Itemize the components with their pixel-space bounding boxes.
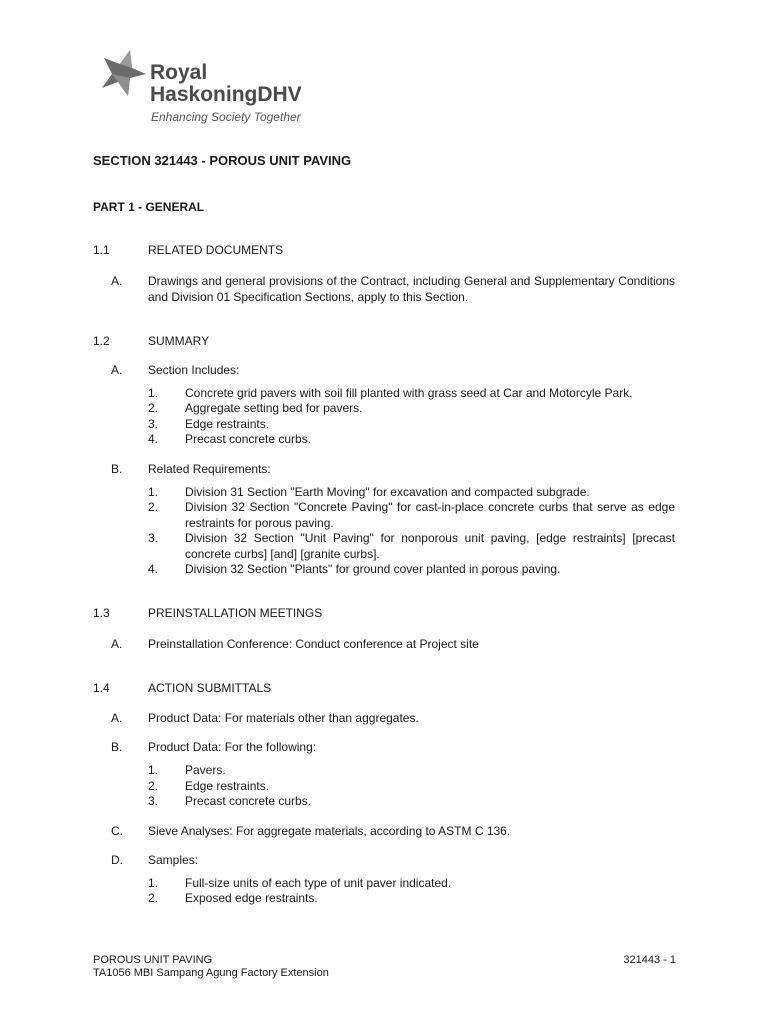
list-item-text: Exposed edge restraints. <box>185 891 318 905</box>
footer-project-name: TA1056 MBI Sampang Agung Factory Extension <box>93 967 329 979</box>
article-heading: RELATED DOCUMENTS <box>148 243 284 257</box>
paragraph-text: Section Includes: <box>148 363 240 377</box>
star-logo-icon <box>94 44 150 104</box>
list-item-text: Full-size units of each type of unit paver indicated. <box>185 876 452 890</box>
list-item-number: 1. <box>148 876 159 890</box>
article-number: 1.1 <box>93 243 110 257</box>
list-item-number: 3. <box>148 531 159 545</box>
footer-page-number: 321443 - 1 <box>623 954 676 966</box>
list-item-number: 4. <box>148 432 159 446</box>
paragraph-letter: B. <box>111 740 123 754</box>
company-logo <box>94 44 304 138</box>
paragraph-letter: A. <box>111 274 123 288</box>
list-item-text: Precast concrete curbs. <box>185 794 312 808</box>
list-item-number: 3. <box>148 417 159 431</box>
paragraph-letter: D. <box>111 853 123 867</box>
list-item-text: Edge restraints. <box>185 417 270 431</box>
list-item-number: 2. <box>148 891 159 905</box>
list-item-text: Precast concrete curbs. <box>185 432 312 446</box>
list-item-number: 1. <box>148 485 159 499</box>
list-item-text: Pavers. <box>185 763 226 777</box>
paragraph-letter: A. <box>111 363 123 377</box>
paragraph-text: Product Data: For the following: <box>148 740 317 754</box>
part-title: PART 1 - GENERAL <box>93 200 205 214</box>
logo-tagline: Enhancing Society Together <box>151 110 301 124</box>
paragraph-letter: A. <box>111 711 123 725</box>
paragraph-text: Preinstallation Conference: Conduct conference at Project site <box>148 637 479 651</box>
paragraph-text: Sieve Analyses: For aggregate materials, according to ASTM C 136. <box>148 824 511 838</box>
list-item-number: 1. <box>148 763 159 777</box>
list-item-text: Aggregate setting bed for pavers. <box>185 401 363 415</box>
paragraph-text: Related Requirements: <box>148 462 271 476</box>
list-item-text: Division 31 Section "Earth Moving" for excavation and compacted subgrade. <box>185 485 590 499</box>
article-number: 1.2 <box>93 334 110 348</box>
list-item-number: 2. <box>148 500 159 514</box>
list-item-text: Division 32 Section "Unit Paving" for nonporous unit paving, [edge restraints] [precast concrete curbs] [and] [granite curbs]. <box>185 531 675 561</box>
paragraph-letter: A. <box>111 637 123 651</box>
list-item-number: 4. <box>148 562 159 576</box>
paragraph-text: Drawings and general provisions of the Contract, including General and Supplementary Conditions and Division 01 Specification Sections, apply to this Section. <box>148 274 675 304</box>
list-item-number: 1. <box>148 386 159 400</box>
logo-name-line2: HaskoningDHV <box>150 83 302 106</box>
footer-section-name: POROUS UNIT PAVING <box>93 954 213 966</box>
article-heading: ACTION SUBMITTALS <box>148 681 272 695</box>
article-number: 1.3 <box>93 606 110 620</box>
article-heading: SUMMARY <box>148 334 210 348</box>
paragraph-text: Product Data: For materials other than aggregates. <box>148 711 419 725</box>
article-heading: PREINSTALLATION MEETINGS <box>148 606 323 620</box>
paragraph-text: Samples: <box>148 853 199 867</box>
list-item-text: Division 32 Section "Concrete Paving" for cast-in-place concrete curbs that serve as edge restraints for porous paving. <box>185 500 675 530</box>
list-item-text: Concrete grid pavers with soil fill planted with grass seed at Car and Motorcyle Park. <box>185 386 633 400</box>
section-title: SECTION 321443 - POROUS UNIT PAVING <box>93 153 352 168</box>
article-number: 1.4 <box>93 681 110 695</box>
list-item-number: 2. <box>148 779 159 793</box>
list-item-text: Edge restraints. <box>185 779 270 793</box>
logo-name-line1: Royal <box>150 61 208 84</box>
paragraph-letter: B. <box>111 462 123 476</box>
list-item-number: 2. <box>148 401 159 415</box>
paragraph-letter: C. <box>111 824 123 838</box>
list-item-number: 3. <box>148 794 159 808</box>
list-item-text: Division 32 Section "Plants" for ground cover planted in porous paving. <box>185 562 561 576</box>
